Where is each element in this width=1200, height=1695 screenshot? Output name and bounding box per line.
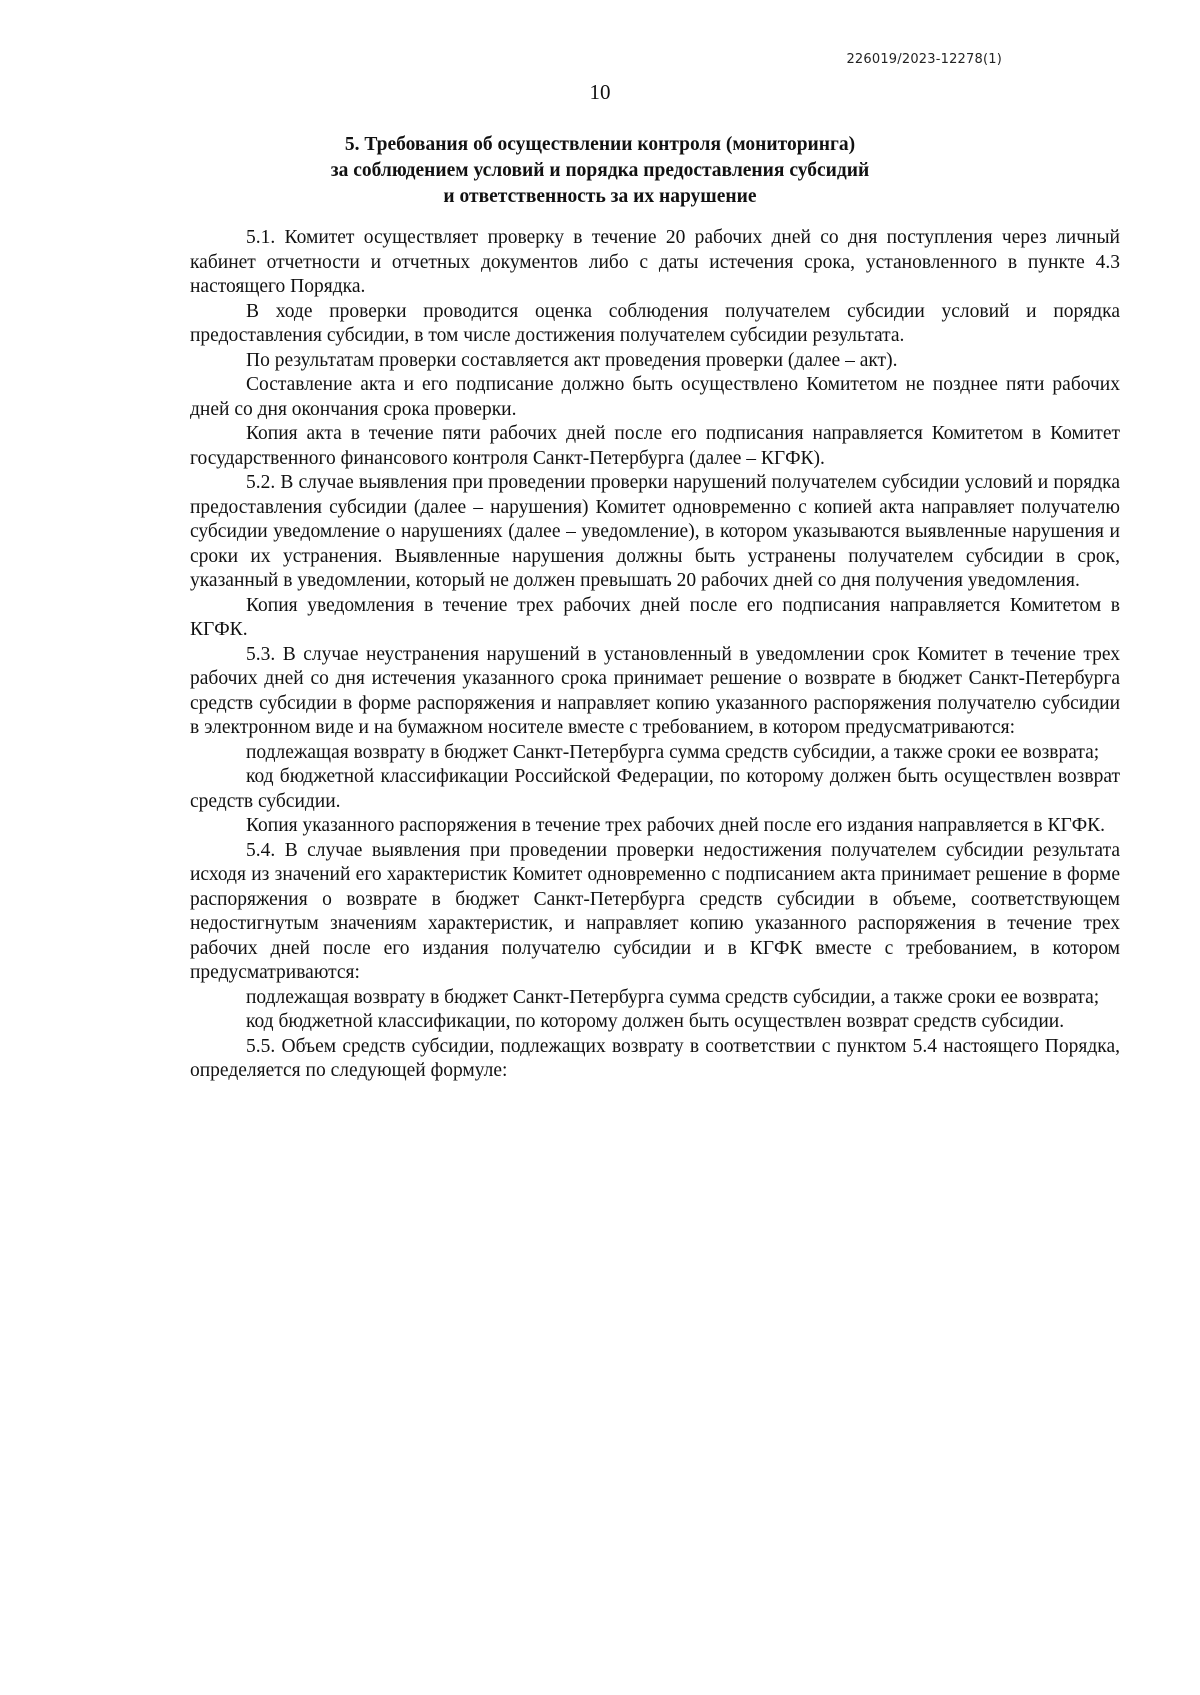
paragraph: код бюджетной классификации, по которому должен быть осуществлен возврат средств субсидии. [246,1011,1065,1032]
paragraph-5-2: 5.2. В случае выявления при проведении проверки нарушений получателем субсидии условий и порядка предоставления субсидии (далее – нарушения) Комитет одновременно с копией акта направляет получателю субсидии уведомление о нарушениях (далее – уведомление), в котором указываются выявленные нарушения и сроки их устранения. Выявленные нарушения должны быть устранены получателем субсидии в срок, указанный в уведомлении, который не должен превышать 20 рабочих дней со дня получения уведомления. [190,472,1120,591]
section-heading [0,132,1200,210]
document-body [190,226,1120,1084]
paragraph: Составление акта и его подписание должно быть осуществлено Комитетом не позднее пяти рабочих дней со дня окончания срока проверки. [190,374,1120,420]
paragraph: В ходе проверки проводится оценка соблюдения получателем субсидии условий и порядка предоставления субсидии, в том числе достижения получателем субсидии результата. [190,300,1120,346]
page-number: 10 [589,80,611,104]
document-id: 226019/2023-12278(1) [846,52,1002,67]
paragraph: Копия акта в течение пяти рабочих дней после его подписания направляется Комитетом в Комитет государственного финансового контроля Санкт-Петербурга (далее – КГФК). [190,423,1120,469]
paragraph: подлежащая возврату в бюджет Санкт-Петербурга сумма средств субсидии, а также сроки ее возврата; [246,741,1100,763]
heading-line-3: и ответственность за их нарушение [443,186,757,207]
paragraph: Копия уведомления в течение трех рабочих дней после его подписания направляется Комитетом в КГФК. [190,594,1120,640]
heading-line-1: 5. Требования об осуществлении контроля (мониторинга) [344,134,856,155]
paragraph-5-1: 5.1. Комитет осуществляет проверку в течение 20 рабочих дней со дня поступления через личный кабинет отчетности и отчетных документов либо с даты истечения срока, установленного в пункте 4.3 настоящего Порядка. [190,227,1120,297]
heading-line-2: за соблюдением условий и порядка предоставления субсидий [330,160,870,181]
paragraph-5-3: 5.3. В случае неустранения нарушений в установленный в уведомлении срок Комитет в течение трех рабочих дней со дня истечения указанного срока принимает решение о возврате в бюджет Санкт-Петербурга средств субсидии в форме распоряжения и направляет копию указанного распоряжения получателю субсидии в электронном виде и на бумажном носителе вместе с требованием, в котором предусматриваются: [190,643,1120,738]
paragraph-5-4: 5.4. В случае выявления при проведении проверки недостижения получателем субсидии результата исходя из значений его характеристик Комитет одновременно с подписанием акта принимает решение в форме распоряжения о возврате в бюджет Санкт-Петербурга средств субсидии в объеме, соответствующем недостигнутым значениям характеристик, и направляет копию указанного распоряжения в течение трех рабочих дней после его издания получателю субсидии и в КГФК вместе с требованием, в котором предусматриваются: [190,839,1120,983]
paragraph: подлежащая возврату в бюджет Санкт-Петербурга сумма средств субсидии, а также сроки ее возврата; [246,986,1100,1008]
paragraph: код бюджетной классификации Российской Федерации, по которому должен быть осуществлен возврат средств субсидии. [190,766,1120,812]
paragraph: По результатам проверки составляется акт проведения проверки (далее – акт). [246,349,898,371]
paragraph: Копия указанного распоряжения в течение трех рабочих дней после его издания направляется в КГФК. [246,815,1106,836]
paragraph-5-5: 5.5. Объем средств субсидии, подлежащих возврату в соответствии с пунктом 5.4 настоящего Порядка, определяется по следующей формуле: [190,1035,1120,1081]
